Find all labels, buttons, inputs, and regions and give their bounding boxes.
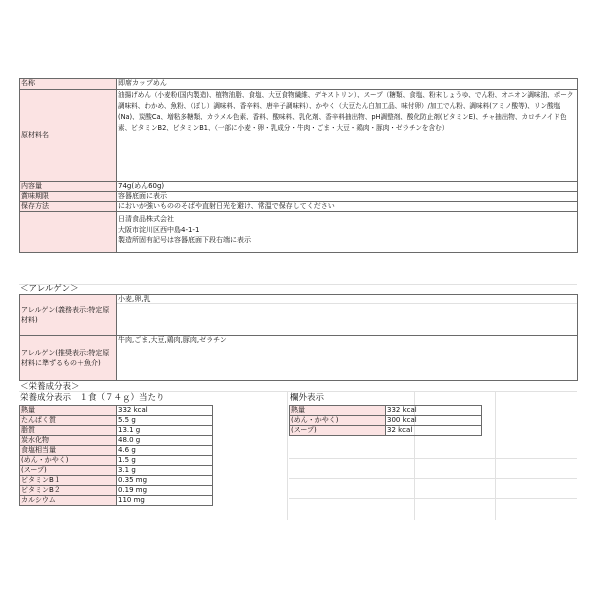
allergen-recommended-label: アレルゲン(推奨表示:特定原材料に準ずるもの＋魚介) <box>20 336 117 381</box>
nutrient-label: 熱量 <box>290 406 386 416</box>
nutrient-value: 3.1 g <box>117 466 213 476</box>
gridline <box>495 391 496 520</box>
nutrient-value: 1.5 g <box>117 456 213 466</box>
gridline <box>19 391 577 392</box>
nutrient-label: 脂質 <box>20 426 117 436</box>
nutrition-table <box>19 405 213 506</box>
nutrient-label: (スープ) <box>290 426 386 436</box>
name-label: 名称 <box>20 79 117 90</box>
table-row <box>20 416 213 426</box>
table-row <box>290 416 482 426</box>
nutrient-label: 熱量 <box>20 406 117 416</box>
nutrient-label: (めん・かやく) <box>290 416 386 426</box>
nutrient-value: 332 kcal <box>117 406 213 416</box>
nutrient-label: 炭水化物 <box>20 436 117 446</box>
best-before-label: 賞味期限 <box>20 192 117 202</box>
nutrient-label: たんぱく質 <box>20 416 117 426</box>
gridline <box>289 478 577 479</box>
table-row <box>290 406 482 416</box>
table-row <box>20 436 213 446</box>
table-row <box>20 182 578 192</box>
table-row <box>20 336 578 381</box>
table-row <box>20 486 213 496</box>
side-display-table <box>289 405 482 436</box>
table-row <box>20 192 578 202</box>
table-row <box>20 446 213 456</box>
net-weight-label: 内容量 <box>20 182 117 192</box>
storage-label: 保存方法 <box>20 202 117 212</box>
nutrient-value: 13.1 g <box>117 426 213 436</box>
nutrient-label: (スープ) <box>20 466 117 476</box>
nutrient-value: 0.35 mg <box>117 476 213 486</box>
table-row <box>290 426 482 436</box>
gridline <box>287 391 288 520</box>
table-row <box>20 212 578 253</box>
ingredients-label: 原材料名 <box>20 90 117 182</box>
table-row <box>20 406 213 416</box>
allergen-table <box>19 294 578 381</box>
nutrient-label: ビタミンB２ <box>20 486 117 496</box>
table-row <box>20 90 578 182</box>
allergen-heading: ＜アレルゲン＞ <box>20 284 79 294</box>
table-row <box>20 466 213 476</box>
nutrient-value: 300 kcal <box>386 416 482 426</box>
allergen-mandatory-label: アレルゲン(義務表示:特定原材料) <box>20 295 117 336</box>
nutrient-value: 0.19 mg <box>117 486 213 496</box>
manufacturer-label <box>20 212 117 253</box>
product-info-table <box>19 78 578 253</box>
allergen-mandatory-value: 小麦,卵,乳 <box>117 295 578 336</box>
nutrient-value: 5.5 g <box>117 416 213 426</box>
table-row <box>20 79 578 90</box>
table-row <box>20 426 213 436</box>
side-display-heading: 欄外表示 <box>290 393 325 403</box>
gridline <box>19 284 577 285</box>
storage-value: においが強いもののそばや直射日光を避け、常温で保存してください <box>117 202 578 212</box>
spreadsheet <box>19 78 577 520</box>
table-row <box>20 476 213 486</box>
nutrient-label: ビタミンB１ <box>20 476 117 486</box>
nutrient-value: 4.6 g <box>117 446 213 456</box>
ingredients-value: 油揚げめん（小麦粉(国内製造)、植物油脂、食塩、大豆食物繊維、デキストリン）、スープ（糖類、食塩、粉末しょうゆ、でん粉、オニオン調味油、ポーク調味料、わかめ、魚粉、（ぼし）調味料、香辛料、唐辛子調味料）、かやく（大豆たん白加工品、味付卵）/加工でん粉、調味料(アミノ酸等)、リン酸塩(Na)、炭酸Ca、増粘多糖類、カラメル色素、香料、酸味料、乳化剤、香辛料抽出物、pH調整剤、酸化防止剤(ビタミンE)、チャ抽出物、カロチノイド色素、ビタミンB2、ビタミンB1、（一部に小麦・卵・乳成分・牛肉・ごま・大豆・鶏肉・豚肉・ゼラチンを含む） <box>117 90 578 182</box>
gridline <box>289 498 577 499</box>
best-before-value: 容器底面に表示 <box>117 192 578 202</box>
allergen-recommended-value: 牛肉,ごま,大豆,鶏肉,豚肉,ゼラチン <box>117 336 578 381</box>
nutrition-subheading: 栄養成分表示 １食（７４ｇ）当たり <box>20 393 165 403</box>
nutrient-value: 332 kcal <box>386 406 482 416</box>
nutrient-label: カルシウム <box>20 496 117 506</box>
table-row <box>20 202 578 212</box>
nutrient-value: 48.0 g <box>117 436 213 446</box>
name-value: 即席カップめん <box>117 79 578 90</box>
net-weight-value: 74g(めん60g) <box>117 182 578 192</box>
table-row <box>20 295 578 336</box>
table-row <box>20 496 213 506</box>
gridline <box>289 458 577 459</box>
nutrient-value: 32 kcal <box>386 426 482 436</box>
manufacturer-value: 日清食品株式会社 大阪市淀川区西中島4-1-1 製造所固有記号は容器底面下段右端に表示 <box>117 212 578 253</box>
nutrient-label: (めん・かやく) <box>20 456 117 466</box>
nutrient-label: 食塩相当量 <box>20 446 117 456</box>
nutrition-heading: ＜栄養成分表＞ <box>20 382 80 392</box>
nutrient-value: 110 mg <box>117 496 213 506</box>
table-row <box>20 456 213 466</box>
